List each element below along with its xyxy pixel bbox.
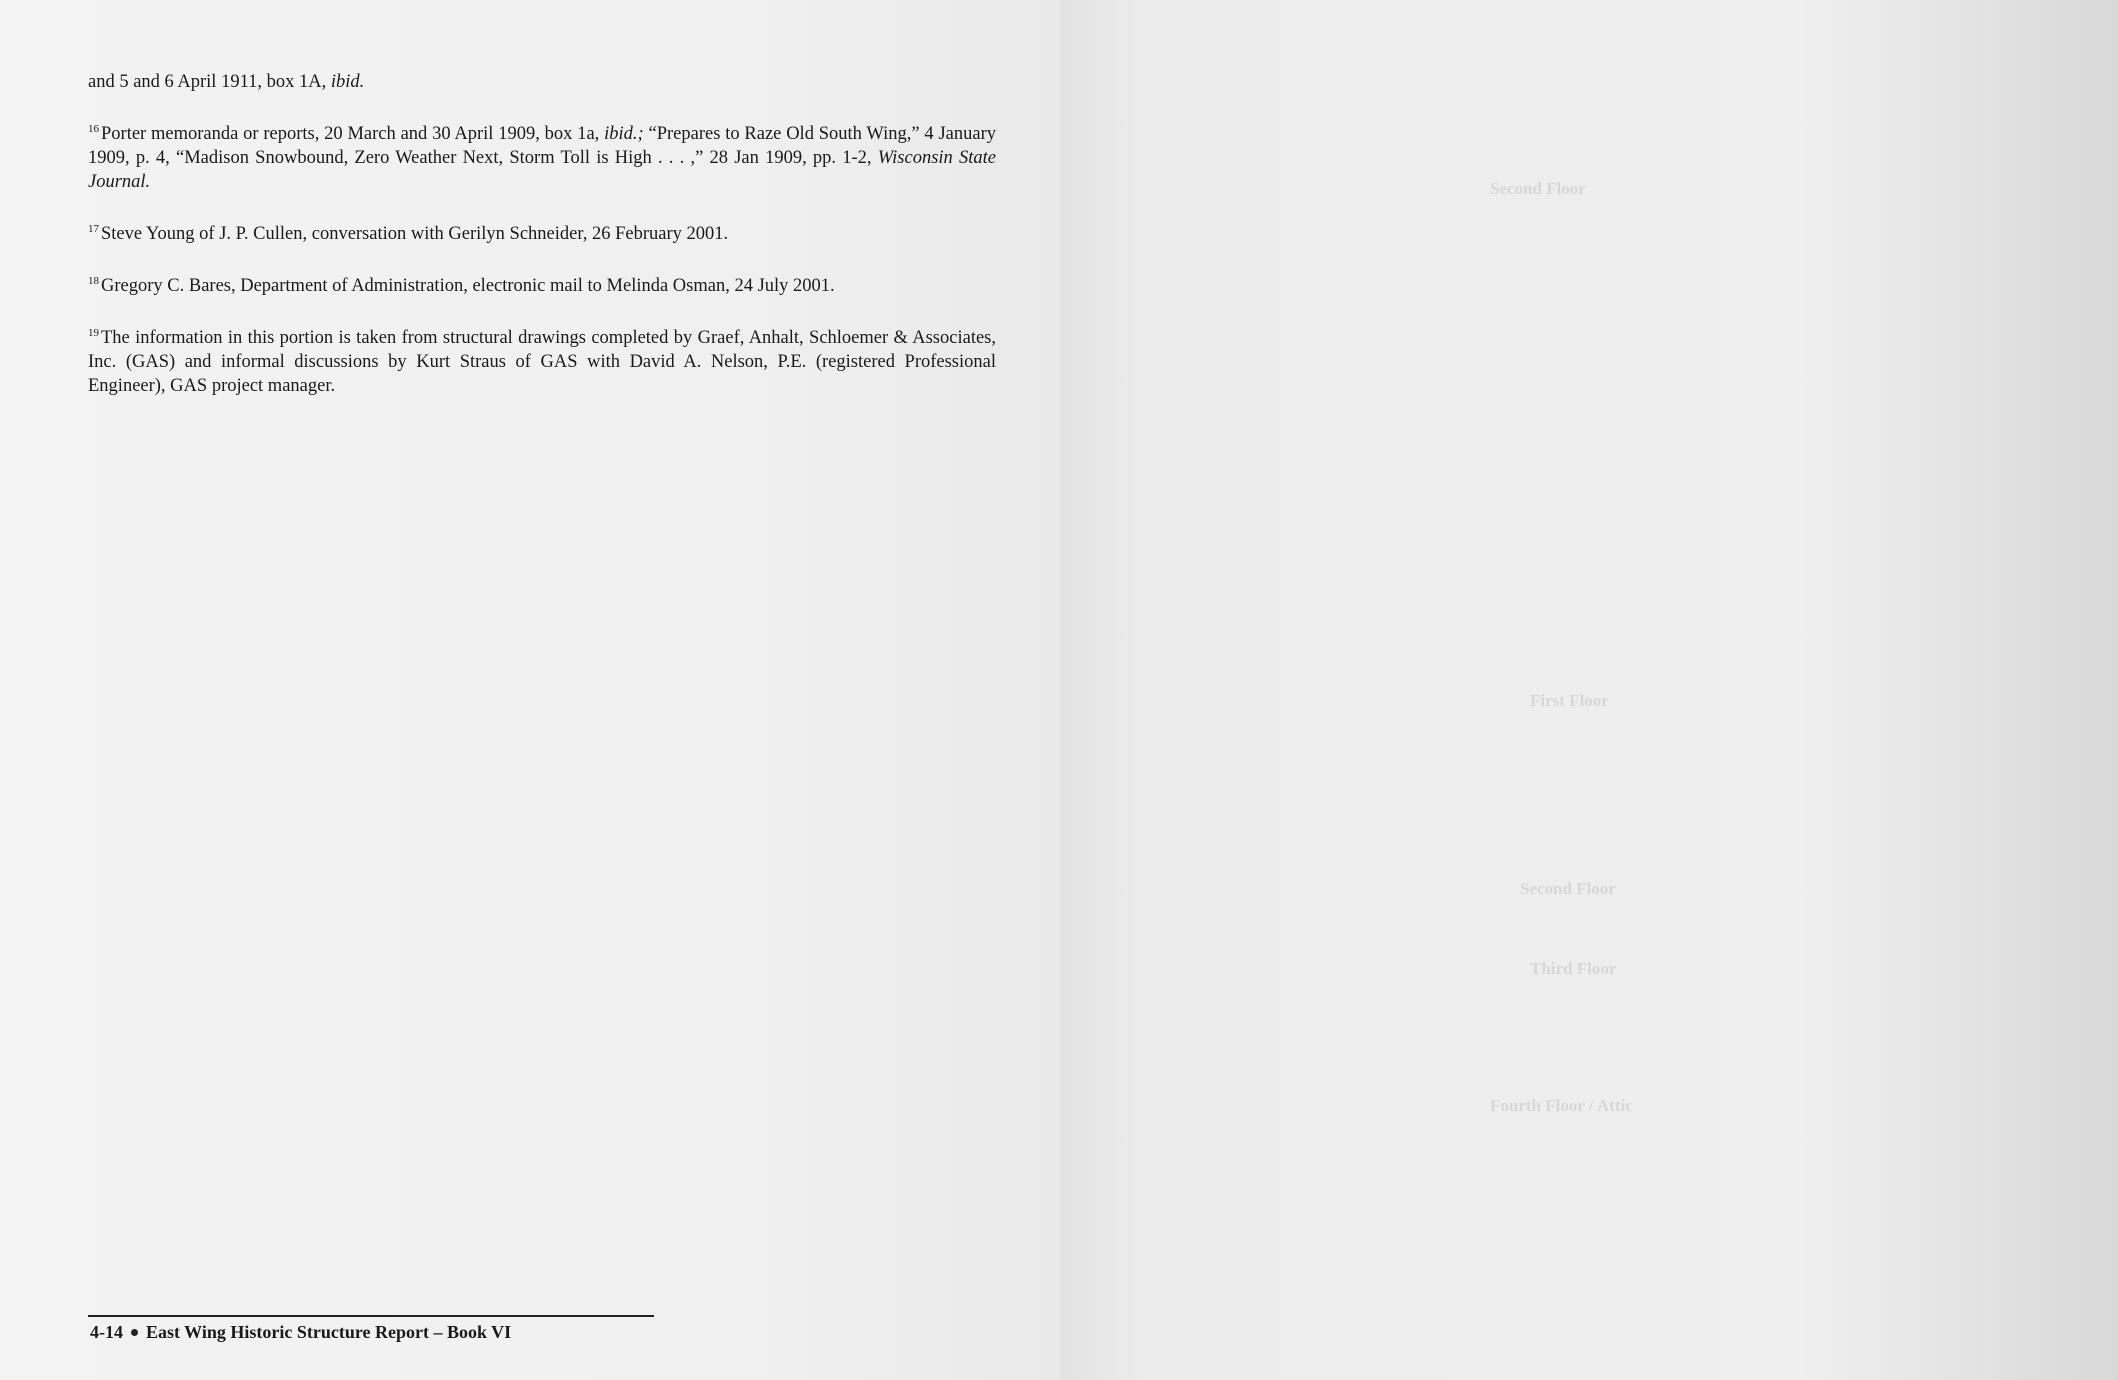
- footnote-italic: Wisconsin State Journal.: [88, 148, 996, 192]
- footnote-16: [88, 122, 996, 194]
- bleed-heading: Second Floor: [1490, 179, 1586, 198]
- footnote-italic: ibid.: [330, 72, 365, 92]
- page-number: 4-14: [90, 1322, 123, 1342]
- footnote-17: [88, 222, 996, 246]
- footnote-text: Porter memoranda or reports, 20 March and 30 April 1909, box 1a,: [101, 124, 605, 144]
- footnote-number: 19: [88, 326, 99, 339]
- bleed-heading: First Floor: [1530, 691, 1609, 710]
- bleed-heading: Second Floor: [1520, 879, 1616, 898]
- footnote-continuation: [88, 70, 996, 94]
- footnote-18: [88, 274, 996, 298]
- footnotes-section: [88, 70, 996, 426]
- bleed-heading: Third Floor: [1530, 959, 1617, 978]
- right-page: [1060, 0, 2118, 1380]
- footnote-text: “Prepares to Raze Old South Wing,” 4 January 1909, p. 4, “Madison Snowbound, Zero Weather Next, Storm Toll is High . . . ,” 28 Jan 1909, pp. 1-2,: [88, 124, 997, 168]
- bullet-icon: [131, 1329, 138, 1336]
- footnote-number: 16: [88, 122, 99, 135]
- bleed-heading: Fourth Floor / Attic: [1490, 1096, 1633, 1115]
- footnote-number: 18: [88, 274, 99, 287]
- footnote-number: 17: [88, 222, 99, 235]
- footnote-text: and 5 and 6 April 1911, box 1A,: [88, 72, 331, 92]
- footnote-text: The information in this portion is taken from structural drawings completed by Graef, Anhalt, Schloemer & Associates, Inc. (GAS) and informal discussions by Kurt Straus of GAS with David A. Nelson, P.E. (registered Professional Engineer), GAS project manager.: [88, 328, 996, 396]
- footnote-19: [88, 326, 996, 398]
- footer-rule: [88, 1315, 654, 1317]
- page-footer: [90, 1322, 511, 1343]
- footnote-text: Steve Young of J. P. Cullen, conversation with Gerilyn Schneider, 26 February 2001.: [101, 224, 729, 244]
- footnote-text: Gregory C. Bares, Department of Administration, electronic mail to Melinda Osman, 24 July 2001.: [101, 276, 835, 296]
- footer-title: East Wing Historic Structure Report – Book VI: [146, 1322, 512, 1342]
- footnote-italic: ibid.;: [604, 124, 644, 144]
